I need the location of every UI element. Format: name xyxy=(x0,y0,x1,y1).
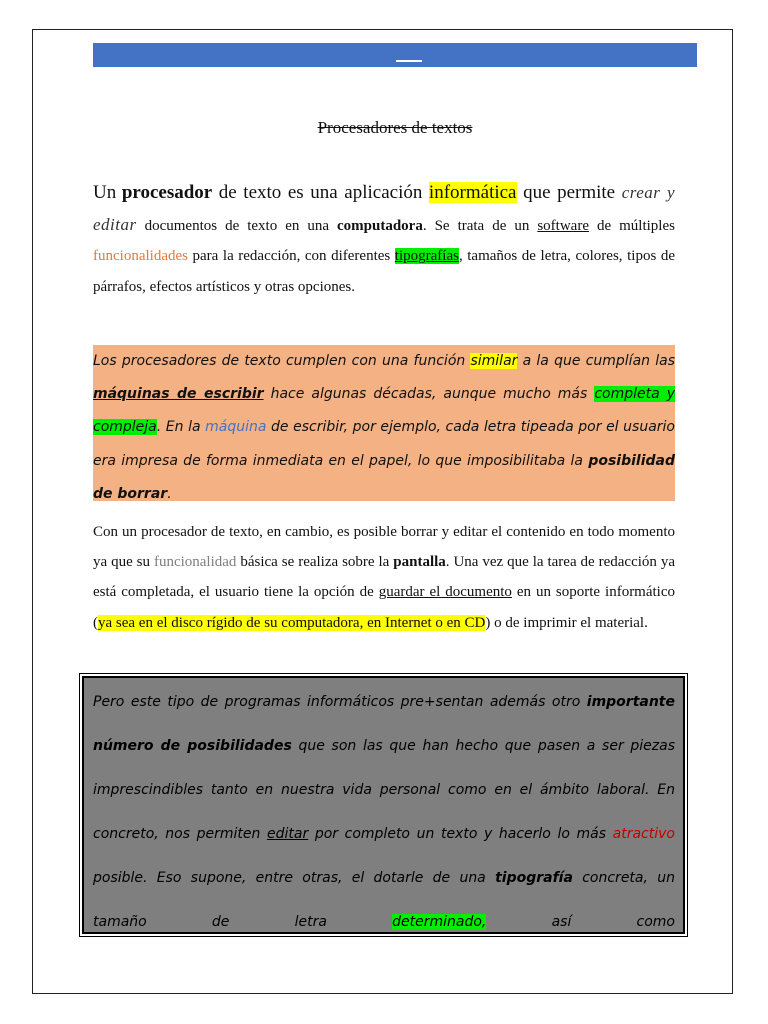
text-span: en un soporte informático ( xyxy=(93,584,676,631)
text-span: Los procesadores de texto cumplen con una función xyxy=(93,353,471,369)
word-maquina: máquina xyxy=(205,419,267,436)
highlight-similar: similar xyxy=(470,353,518,369)
text-span: , tamaños de letra, colores, tipos de párrafos, efectos artísticos y otras opciones. xyxy=(93,248,675,295)
text-span: a la que cumplían las xyxy=(517,353,675,369)
text-span: así como xyxy=(486,914,675,930)
word-editar: editar xyxy=(267,826,309,842)
word-crear-editar: crear y editar xyxy=(93,183,675,234)
text-span: . Una vez que la tarea de redacción ya está completada, el usuario tiene la opción de xyxy=(93,554,675,601)
word-computadora: computadora xyxy=(337,217,423,234)
document-title: Procesadores de textos xyxy=(317,118,473,137)
word-guardar-documento: guardar el documento xyxy=(378,584,512,601)
word-posibilidad-de-borrar: posibilidad de borrar xyxy=(93,452,675,502)
paragraph-maquinas xyxy=(93,345,675,511)
highlight-completa: completa y compleja xyxy=(93,386,675,436)
highlight-disco: ya sea en el disco rígido de su computadora, en Internet o en CD xyxy=(98,614,486,631)
text-span: de texto es una aplicación xyxy=(212,182,429,203)
word-tipografia: tipografía xyxy=(495,870,573,886)
word-maquinas-de-escribir: máquinas de escribir xyxy=(93,386,264,403)
word-funcionalidad: funcionalidad xyxy=(153,554,237,571)
text-span: de escribir, por ejemplo, cada letra tipeada por el usuario era impresa de forma inmediata en el papel, lo que imposibilitaba la xyxy=(93,419,675,469)
text-span: . xyxy=(167,485,172,502)
text-span: . Se trata de un xyxy=(422,217,538,234)
word-procesador: procesador xyxy=(121,182,213,203)
paragraph-posibilidades xyxy=(93,680,675,944)
text-span: concreta, un tamaño de letra xyxy=(93,870,675,930)
text-span: que permite xyxy=(516,182,622,203)
highlight-informatica: informática xyxy=(428,182,517,203)
text-span: por completo un texto y hacerlo lo más xyxy=(308,826,613,842)
text-span: básica se realiza sobre la xyxy=(236,554,394,571)
word-un: Un xyxy=(93,182,117,203)
word-pantalla: pantalla xyxy=(393,554,446,571)
paragraph-intro xyxy=(93,178,675,302)
highlight-tipografias: tipografías xyxy=(394,248,459,264)
word-importante: importante número de posibilidades xyxy=(93,694,675,754)
text-span: . En la xyxy=(156,419,206,436)
text-span: que son las que han hecho que pasen a ser piezas imprescindibles tanto en nuestra vida personal como en el ámbito laboral. En concreto, nos permiten xyxy=(93,738,676,842)
text-span: documentos de texto en una xyxy=(136,217,337,234)
text-span: Pero este tipo de programas informáticos pre+sentan además otro xyxy=(93,694,587,710)
link-software: software xyxy=(537,217,589,234)
text-span: para la redacción, con diferentes xyxy=(187,248,395,264)
text-span: posible. Eso supone, entre otras, el dotarle de una xyxy=(93,870,496,886)
word-atractivo: atractivo xyxy=(612,826,675,842)
text-span: ) o de imprimir el material. xyxy=(485,614,648,631)
header-bar xyxy=(93,43,697,67)
text-span: de múltiples xyxy=(589,217,675,234)
text-span: Con un procesador de texto, en cambio, es posible borrar y editar el contenido en todo momento ya que su xyxy=(93,524,675,571)
text-span: hace algunas décadas, aunque mucho más xyxy=(263,386,595,403)
word-funcionalidades: funcionalidades xyxy=(93,248,188,264)
header-mark xyxy=(396,60,422,62)
highlight-determinado: determinado, xyxy=(392,914,487,930)
paragraph-procesador xyxy=(93,517,675,638)
